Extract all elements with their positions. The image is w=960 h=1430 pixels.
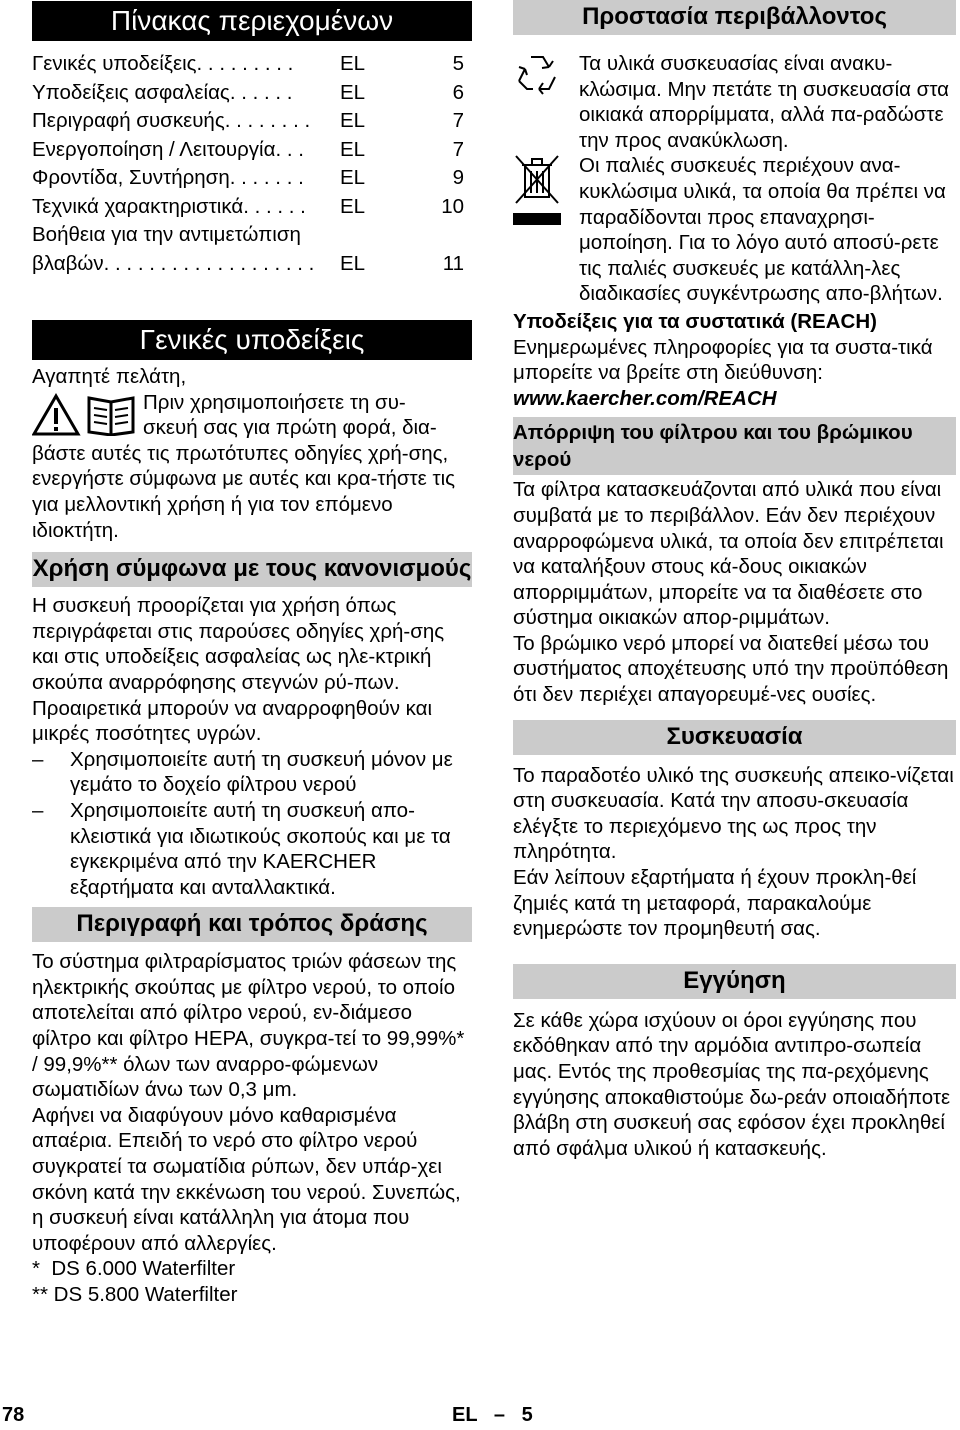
left-column xyxy=(32,0,472,1308)
toc-item[interactable] xyxy=(32,221,472,278)
toc-item-dots: . . . . . . . . . xyxy=(196,52,294,75)
intro-line-2: σκευή σας για πρώτη φορά, δια- xyxy=(143,416,437,440)
dash-bullet-icon: – xyxy=(32,747,44,771)
toc-item-dots: . . . . . . . . xyxy=(224,109,311,132)
recycling-icon xyxy=(513,51,561,100)
toc-item-label: Τεχνικά χαρακτηριστικά xyxy=(32,194,244,218)
list-item xyxy=(32,798,472,900)
toc-item[interactable] xyxy=(32,136,472,165)
intro-text: βάστε αυτές τις πρωτότυπες οδηγίες χρή-σης, ενεργήστε σύμφωνα με αυτές και κρα-τήστε τις για μελλοντική χρήση ή για τον επόμενο ιδιοκτήτη. xyxy=(32,441,456,542)
reach-text: Ενημερωμένες πληροφορίες για τα συστα-τικά μπορείτε να βρείτε στη διεύθυνση: xyxy=(513,335,933,385)
toc-item-label: Περιγραφή συσκευής xyxy=(32,109,225,132)
intended-use-liquids: Προαιρετικά μπορούν να αναρροφηθούν και μικρές ποσότητες υγρών. xyxy=(32,696,433,746)
list-item-text: Χρησιμοποιείτε αυτή τη συσκευή μόνον με γεμάτο το δοχείο φίλτρου νερού xyxy=(70,747,453,797)
footnote-2: ** DS 5.800 Waterfilter xyxy=(32,1283,238,1306)
description-text-2: Αφήνει να διαφύγουν μόνο καθαρισμένα απαέρια. Επειδή το νερό στο φίλτρο νερού συγκρατεί τα σωματίδια ρύπων, δεν υπάρ-χει σκόνη κατά την εκκένωση του νερού. Συνεπώς, η συσκευή είναι κατάλληλη για άτομα που υποφέρουν από αλλεργίες. xyxy=(32,1103,461,1255)
toc-item-lang: EL xyxy=(340,166,366,189)
page-number: 78 xyxy=(2,1404,25,1426)
intended-use-text: Η συσκευή προορίζεται για χρήση όπως περιγράφεται στις παρούσες οδηγίες χρή-σης και στις υποδείξεις ασφαλείας ως ηλε-κτρική σκούπα αναρρόφησης στεγνών ρύ-πων. xyxy=(32,594,445,694)
list-item-text: Χρησιμοποιείτε αυτή τη συσκευή απο-κλειστικά για ιδιωτικούς σκοπούς και με τα εγκεκριμένα από την KAERCHER εξαρτήματα και ανταλλακτικά. xyxy=(70,798,451,899)
toc-item-page: 7 xyxy=(452,137,464,161)
manual-book-icon xyxy=(86,392,136,441)
toc-item[interactable] xyxy=(32,193,472,222)
disposal-text: Τα φίλτρα κατασκευάζονται από υλικά που είναι συμβατά με το περιβάλλον. Εάν δεν περιέχουν αναρροφώμενα υλικά, τα οποία δεν επιτρέπεται να καταλήξουν στους κά-δους οικιακών απορριμμάτων, μπορείτε να τα διαθέσετε στο σύστημα οικιακών απορ-ριμμάτων. xyxy=(513,478,944,630)
section-title-packaging: Συσκευασία xyxy=(513,720,956,755)
toc-item[interactable] xyxy=(32,50,472,79)
toc-item-label: Βοήθεια για την αντιμετώπιση xyxy=(32,223,301,246)
packaging-text-2: Εάν λείπουν εξαρτήματα ή έχουν προκλη-θεί ζημιές κατά τη μεταφορά, παρακαλούμε ενημερώστε τον προμηθευτή σας. xyxy=(513,866,917,941)
toc-item-dots: . . . . . . . xyxy=(229,166,304,189)
list-item xyxy=(32,747,472,798)
right-column xyxy=(513,0,956,1161)
recycling-text: Τα υλικά συσκευασίας είναι ανακυ-κλώσιμα. Μην πετάτε τη συσκευασία στα οικιακά απορρίμματα, αλλά πα-ραδώστε την προς ανακύκλωση. xyxy=(579,52,949,152)
section-title-disposal xyxy=(513,417,956,475)
toc-item-lang: EL xyxy=(340,251,366,275)
toc-item-label: Φροντίδα, Συντήρηση xyxy=(32,166,230,189)
disposal-title-text: Απόρριψη του φίλτρου και του βρώμικου νερού xyxy=(513,421,913,472)
description-text: Το σύστημα φιλτραρίσματος τριών φάσεων της ηλεκτρικής σκούπας με φίλτρο νερού, το οποίο αποτελείται από φίλτρο νερού, εν-διάμεσο φίλτρο και φίλτρο HEPA, συγκρα-τεί το 99,99%* / 99,9%** όλων των αναρρο-φώμενων σωματιδίων άνω των 0,3 μm. xyxy=(32,950,465,1102)
toc-item-page: 6 xyxy=(452,80,464,104)
reach-title: Υποδείξεις για τα συστατικά (REACH) xyxy=(513,309,877,333)
greeting: Αγαπητέ πελάτη, xyxy=(32,365,187,388)
toc-item-lang: EL xyxy=(340,137,366,161)
toc-item[interactable] xyxy=(32,79,472,108)
toc-title: Πίνακας περιεχομένων xyxy=(32,1,472,41)
toc-item-lang: EL xyxy=(340,80,366,104)
footnote-1: * DS 6.000 Waterfilter xyxy=(32,1257,236,1281)
intro-line-1: Πριν χρησιμοποιήσετε τη συ- xyxy=(143,390,406,414)
disposal-text-2: Το βρώμικο νερό μπορεί να διατεθεί μέσω του συστήματος αποχέτευσης υπό την προϋπόθεση ότι δεν περιέχει απαγορευμέ-νες ουσίες. xyxy=(513,631,949,707)
toc-item-page: 10 xyxy=(441,194,464,218)
section-title-warranty: Εγγύηση xyxy=(513,964,956,999)
section-page-ref: EL – 5 xyxy=(452,1404,533,1426)
toc-item-dots: . . . . . . xyxy=(229,80,293,104)
toc-item-label: Γενικές υποδείξεις xyxy=(32,52,197,75)
toc-item-label: Υποδείξεις ασφαλείας xyxy=(32,80,230,104)
weee-text-1: Οι παλιές συσκευές περιέχουν ανα-κυκλώσιμα υλικά, τα οποία θα πρέπει να παραδίδονται προς επαναχρησι-μοποίηση. Για το λόγο αυτό αποσύ-ρετε τις παλιές συσκευές με κατάλλη-λες διαδικασίες συγκέντρωσης απο-βλήτων. xyxy=(579,154,946,306)
toc-item-page: 7 xyxy=(452,109,464,132)
toc-item-dots: . . . . . . xyxy=(243,194,306,218)
toc-item[interactable] xyxy=(32,164,472,193)
crossed-bin-icon xyxy=(513,153,561,232)
toc-item-page: 5 xyxy=(452,52,464,75)
toc-item-lang: EL xyxy=(340,52,366,75)
toc-item[interactable] xyxy=(32,107,472,136)
toc-item-dots: . . . xyxy=(275,137,304,161)
section-title-description: Περιγραφή και τρόπος δράσης xyxy=(32,907,472,942)
toc-item-label: Ενεργοποίηση / Λειτουργία xyxy=(32,137,276,161)
toc-item-page: 11 xyxy=(442,251,464,275)
section-title-environment: Προστασία περιβάλλοντος xyxy=(513,0,956,35)
toc-item-lang: EL xyxy=(340,194,366,218)
weee-block xyxy=(513,153,956,307)
table-of-contents xyxy=(32,50,472,278)
packaging-text: Το παραδοτέο υλικό της συσκευής απεικο-νίζεται στη συσκευασία. Κατά την αποσυ-σκευασία ελέγξτε το περιεχόμενο της ως προς την πληρότητα. xyxy=(513,763,954,864)
reach-link[interactable]: www.kaercher.com/REACH xyxy=(513,386,777,410)
warranty-text: Σε κάθε χώρα ισχύουν οι όροι εγγύησης που εκδόθηκαν από την αρμόδια αντιπρο-σωπεία μας. Εντός της προθεσμίας της πα-ρεχόμενης εγγύησης αποκαθιστούμε δω-ρεάν οποιαδήποτε βλάβη στη συσκευή σας εφόσον έχει προκληθεί από σφάλμα υλικού ή κατασκευής. xyxy=(513,1008,951,1160)
section-title-intended-use: Χρήση σύμφωνα με τους κανονισμούς xyxy=(32,552,472,587)
toc-item-page: 9 xyxy=(452,166,464,189)
dash-bullet-icon: – xyxy=(32,798,44,822)
toc-item-lang: EL xyxy=(340,109,366,132)
toc-item-dots: . . . . . . . . . . . . . . . . . . . xyxy=(103,251,315,275)
environment-block xyxy=(513,51,956,307)
intro-block xyxy=(32,390,472,544)
toc-item-label-cont: βλαβών xyxy=(32,251,104,275)
section-title-general: Γενικές υποδείξεις xyxy=(32,320,472,360)
